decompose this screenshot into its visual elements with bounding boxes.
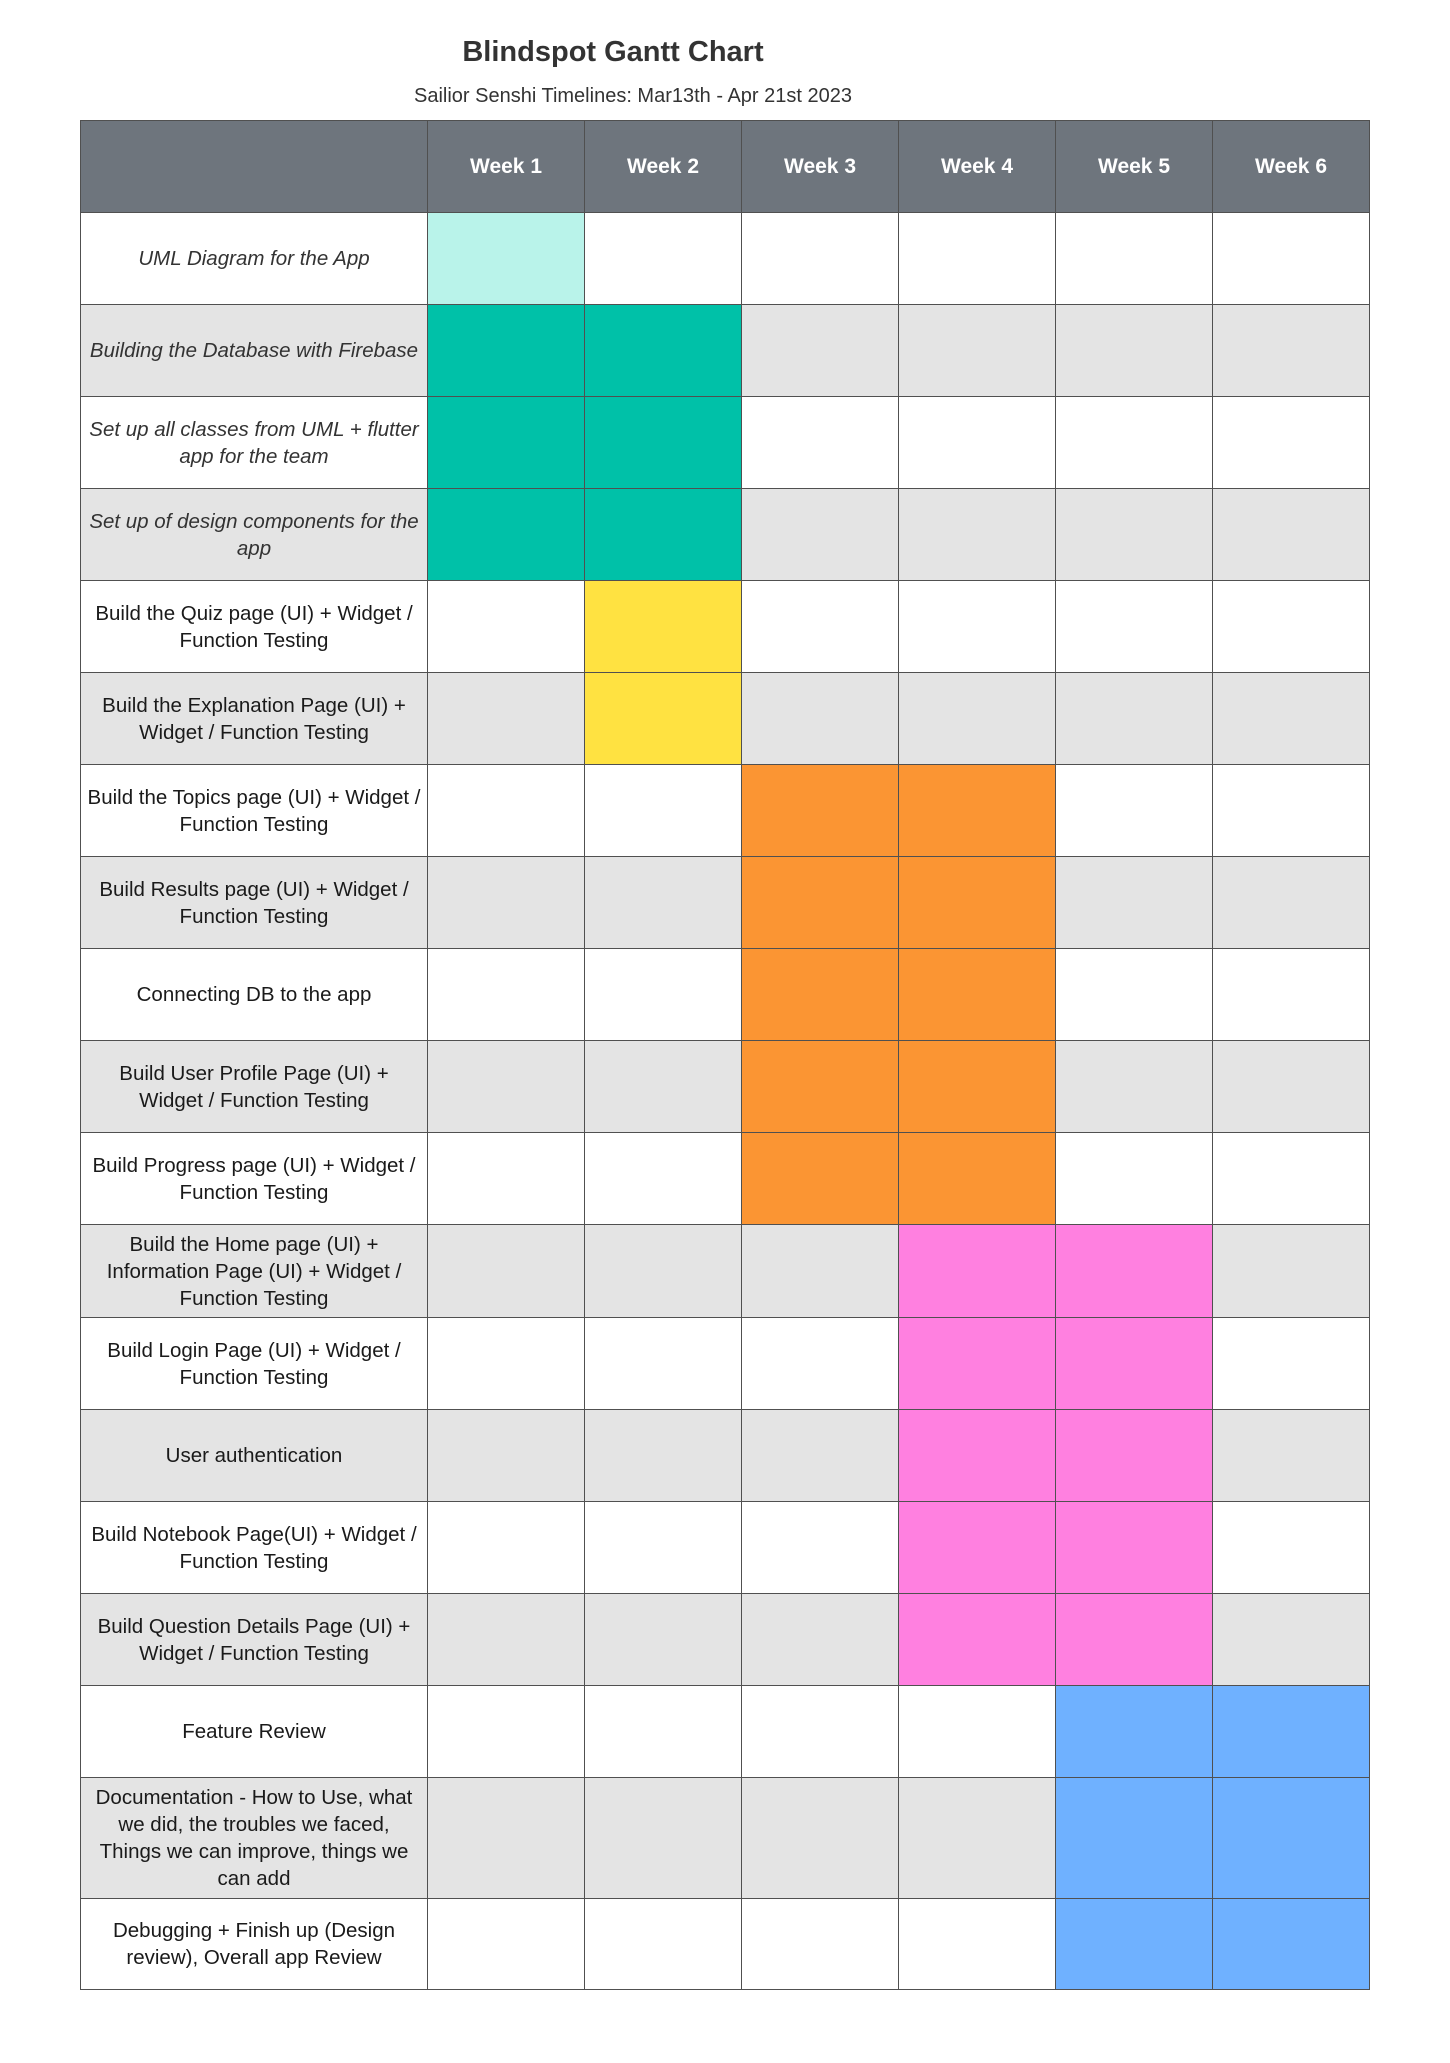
- chart-title: Blindspot Gantt Chart: [462, 36, 764, 68]
- empty-week-cell: [585, 1410, 742, 1502]
- empty-week-cell: [585, 1318, 742, 1410]
- gantt-bar-cell: [742, 1041, 899, 1133]
- empty-week-cell: [1213, 1594, 1370, 1686]
- task-name: Set up all classes from UML + flutter app for the team: [81, 397, 428, 489]
- gantt-bar-cell: [1056, 1594, 1213, 1686]
- gantt-bar-cell: [1213, 1686, 1370, 1778]
- gantt-bar-cell: [742, 949, 899, 1041]
- gantt-bar-cell: [1056, 1899, 1213, 1990]
- empty-week-cell: [1056, 397, 1213, 489]
- empty-week-cell: [1213, 1225, 1370, 1318]
- empty-week-cell: [1213, 489, 1370, 581]
- gantt-bar-cell: [585, 305, 742, 397]
- gantt-bar-cell: [1056, 1318, 1213, 1410]
- empty-week-cell: [428, 581, 585, 673]
- task-name: Build User Profile Page (UI) + Widget / Function Testing: [81, 1041, 428, 1133]
- empty-week-cell: [1213, 1318, 1370, 1410]
- empty-week-cell: [899, 1778, 1056, 1899]
- empty-week-cell: [428, 1502, 585, 1594]
- gantt-bar-cell: [1056, 1502, 1213, 1594]
- empty-week-cell: [1213, 949, 1370, 1041]
- task-name: Build Question Details Page (UI) + Widget / Function Testing: [81, 1594, 428, 1686]
- task-row: [81, 1225, 1370, 1318]
- empty-week-cell: [1213, 213, 1370, 305]
- empty-week-cell: [585, 1778, 742, 1899]
- gantt-table: [80, 120, 1370, 1990]
- empty-week-cell: [1056, 765, 1213, 857]
- task-name: Build Notebook Page(UI) + Widget / Function Testing: [81, 1502, 428, 1594]
- week-header: Week 4: [899, 121, 1056, 213]
- task-row: [81, 673, 1370, 765]
- gantt-bar-cell: [428, 213, 585, 305]
- gantt-bar-cell: [428, 397, 585, 489]
- task-name: Connecting DB to the app: [81, 949, 428, 1041]
- empty-week-cell: [899, 581, 1056, 673]
- task-row: [81, 489, 1370, 581]
- gantt-bar-cell: [428, 305, 585, 397]
- gantt-bar-cell: [1056, 1686, 1213, 1778]
- task-row: [81, 1594, 1370, 1686]
- gantt-bar-cell: [585, 581, 742, 673]
- task-name: Building the Database with Firebase: [81, 305, 428, 397]
- gantt-bar-cell: [742, 1133, 899, 1225]
- empty-week-cell: [742, 1594, 899, 1686]
- empty-week-cell: [585, 1502, 742, 1594]
- gantt-bar-cell: [899, 949, 1056, 1041]
- gantt-bar-cell: [585, 489, 742, 581]
- gantt-bar-cell: [428, 489, 585, 581]
- task-rows: [81, 213, 1370, 1990]
- task-name: Feature Review: [81, 1686, 428, 1778]
- empty-week-cell: [428, 857, 585, 949]
- empty-week-cell: [742, 1686, 899, 1778]
- task-row: [81, 1502, 1370, 1594]
- empty-week-cell: [742, 1410, 899, 1502]
- gantt-bar-cell: [1056, 1778, 1213, 1899]
- gantt-bar-cell: [899, 1133, 1056, 1225]
- empty-week-cell: [1056, 1133, 1213, 1225]
- empty-week-cell: [1213, 581, 1370, 673]
- empty-week-cell: [899, 1899, 1056, 1990]
- empty-week-cell: [428, 1899, 585, 1990]
- empty-week-cell: [899, 1686, 1056, 1778]
- task-row: [81, 1041, 1370, 1133]
- empty-week-cell: [742, 1225, 899, 1318]
- task-name: Debugging + Finish up (Design review), Overall app Review: [81, 1899, 428, 1990]
- empty-week-cell: [1213, 673, 1370, 765]
- empty-week-cell: [742, 673, 899, 765]
- empty-week-cell: [899, 305, 1056, 397]
- empty-week-cell: [1056, 857, 1213, 949]
- gantt-bar-cell: [1213, 1899, 1370, 1990]
- gantt-bar-cell: [899, 1318, 1056, 1410]
- empty-week-cell: [742, 397, 899, 489]
- empty-week-cell: [742, 1899, 899, 1990]
- gantt-bar-cell: [1056, 1225, 1213, 1318]
- empty-week-cell: [585, 1133, 742, 1225]
- gantt-bar-cell: [585, 673, 742, 765]
- empty-week-cell: [742, 489, 899, 581]
- task-row: [81, 1899, 1370, 1990]
- empty-week-cell: [1213, 1041, 1370, 1133]
- gantt-bar-cell: [899, 1410, 1056, 1502]
- empty-week-cell: [742, 1778, 899, 1899]
- gantt-bar-cell: [899, 1502, 1056, 1594]
- empty-week-cell: [585, 213, 742, 305]
- gantt-bar-cell: [1056, 1410, 1213, 1502]
- task-row: [81, 1133, 1370, 1225]
- week-header: Week 5: [1056, 121, 1213, 213]
- header-corner-cell: [81, 121, 428, 213]
- empty-week-cell: [428, 1686, 585, 1778]
- week-header: Week 2: [585, 121, 742, 213]
- empty-week-cell: [1213, 765, 1370, 857]
- empty-week-cell: [428, 1041, 585, 1133]
- task-name: Build the Home page (UI) + Information Page (UI) + Widget / Function Testing: [81, 1225, 428, 1318]
- gantt-bar-cell: [899, 1594, 1056, 1686]
- task-name: User authentication: [81, 1410, 428, 1502]
- week-header: Week 6: [1213, 121, 1370, 213]
- empty-week-cell: [428, 1133, 585, 1225]
- empty-week-cell: [585, 1686, 742, 1778]
- task-name: Build Progress page (UI) + Widget / Function Testing: [81, 1133, 428, 1225]
- empty-week-cell: [742, 1502, 899, 1594]
- empty-week-cell: [899, 213, 1056, 305]
- empty-week-cell: [1213, 1133, 1370, 1225]
- task-row: [81, 949, 1370, 1041]
- task-row: [81, 581, 1370, 673]
- task-name: Build the Quiz page (UI) + Widget / Function Testing: [81, 581, 428, 673]
- empty-week-cell: [1056, 673, 1213, 765]
- gantt-bar-cell: [899, 857, 1056, 949]
- task-row: [81, 857, 1370, 949]
- gantt-bar-cell: [899, 1225, 1056, 1318]
- empty-week-cell: [428, 1225, 585, 1318]
- empty-week-cell: [742, 1318, 899, 1410]
- chart-subtitle: Sailior Senshi Timelines: Mar13th - Apr 21st 2023: [414, 85, 852, 107]
- empty-week-cell: [1213, 305, 1370, 397]
- empty-week-cell: [1056, 1041, 1213, 1133]
- empty-week-cell: [585, 1899, 742, 1990]
- task-name: UML Diagram for the App: [81, 213, 428, 305]
- empty-week-cell: [1213, 1410, 1370, 1502]
- task-row: [81, 765, 1370, 857]
- empty-week-cell: [428, 1594, 585, 1686]
- empty-week-cell: [1213, 1502, 1370, 1594]
- empty-week-cell: [1213, 857, 1370, 949]
- empty-week-cell: [585, 1041, 742, 1133]
- task-row: [81, 1686, 1370, 1778]
- empty-week-cell: [428, 1410, 585, 1502]
- empty-week-cell: [899, 489, 1056, 581]
- task-name: Set up of design components for the app: [81, 489, 428, 581]
- empty-week-cell: [742, 305, 899, 397]
- gantt-bar-cell: [742, 857, 899, 949]
- empty-week-cell: [899, 397, 1056, 489]
- empty-week-cell: [1056, 305, 1213, 397]
- gantt-bar-cell: [899, 1041, 1056, 1133]
- empty-week-cell: [742, 213, 899, 305]
- empty-week-cell: [585, 765, 742, 857]
- empty-week-cell: [585, 1594, 742, 1686]
- gantt-bar-cell: [742, 765, 899, 857]
- empty-week-cell: [428, 765, 585, 857]
- empty-week-cell: [1056, 949, 1213, 1041]
- empty-week-cell: [585, 949, 742, 1041]
- task-row: [81, 1318, 1370, 1410]
- empty-week-cell: [585, 1225, 742, 1318]
- week-header: Week 1: [428, 121, 585, 213]
- empty-week-cell: [1213, 397, 1370, 489]
- task-row: [81, 213, 1370, 305]
- week-header: Week 3: [742, 121, 899, 213]
- empty-week-cell: [428, 1778, 585, 1899]
- empty-week-cell: [1056, 489, 1213, 581]
- empty-week-cell: [585, 857, 742, 949]
- task-name: Build the Explanation Page (UI) + Widget / Function Testing: [81, 673, 428, 765]
- empty-week-cell: [428, 673, 585, 765]
- empty-week-cell: [1056, 213, 1213, 305]
- task-name: Documentation - How to Use, what we did, the troubles we faced, Things we can improve, things we can add: [81, 1778, 428, 1899]
- task-row: [81, 1778, 1370, 1899]
- task-row: [81, 1410, 1370, 1502]
- task-name: Build Results page (UI) + Widget / Function Testing: [81, 857, 428, 949]
- empty-week-cell: [899, 673, 1056, 765]
- empty-week-cell: [428, 1318, 585, 1410]
- task-row: [81, 397, 1370, 489]
- empty-week-cell: [428, 949, 585, 1041]
- empty-week-cell: [742, 581, 899, 673]
- empty-week-cell: [1056, 581, 1213, 673]
- header-row: [81, 121, 1370, 213]
- gantt-bar-cell: [1213, 1778, 1370, 1899]
- task-row: [81, 305, 1370, 397]
- gantt-bar-cell: [899, 765, 1056, 857]
- task-name: Build the Topics page (UI) + Widget / Function Testing: [81, 765, 428, 857]
- task-name: Build Login Page (UI) + Widget / Function Testing: [81, 1318, 428, 1410]
- gantt-bar-cell: [585, 397, 742, 489]
